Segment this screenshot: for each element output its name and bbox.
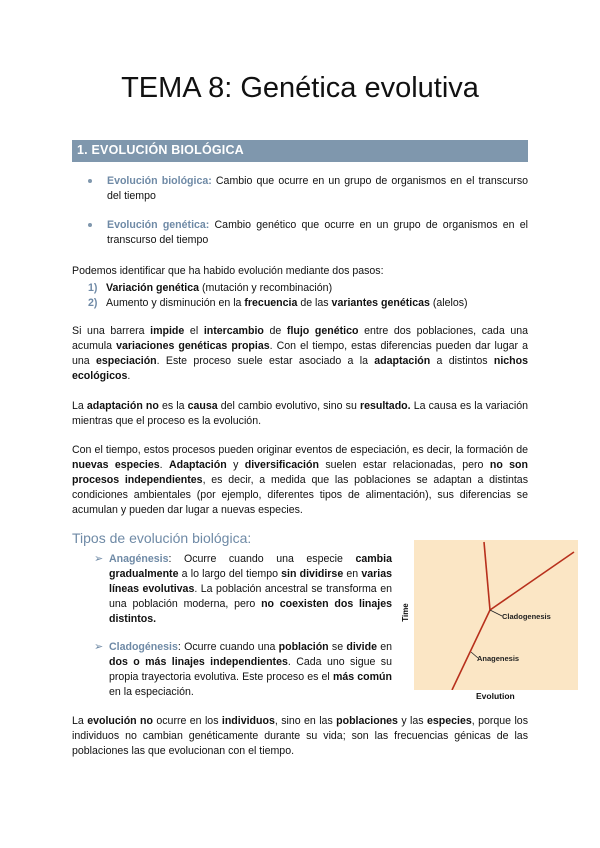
clado-pointer — [490, 610, 502, 616]
bullet-item — [88, 174, 528, 204]
subsection-title: Tipos de evolución biológica: — [72, 530, 252, 546]
paragraph-adaptation: La adaptación no es la causa del cambio evolutivo, sino su resultado. La causa es la variación mientras que el proceso es la evolución. — [72, 400, 528, 427]
evolution-diagram — [414, 540, 578, 690]
evolution-diagram-svg — [414, 540, 578, 690]
anagenesis-label: Anagenesis — [477, 654, 520, 663]
type-item-anagenesis: ➢ Anagénesis: Ocurre cuando una especie cambia gradualmente a lo largo del tiempo sin dividirse en varias líneas evolutivas. La población ancestral se transforma en una población moderna, pero no coexisten dos linajes distintos. — [94, 553, 392, 625]
type-item-cladogenesis: ➢ Cladogénesis: Ocurre cuando una población se divide en dos o más linajes independientes. Cada uno sigue su propia trayectoria evolutiva. Este proceso es el más común en la especiación. — [94, 641, 392, 698]
step-text: (mutación y recombinación) — [199, 282, 333, 294]
cladogenesis-branch-right — [490, 552, 574, 610]
step-item — [88, 296, 528, 311]
bullet-term: Evolución biológica: — [107, 175, 212, 187]
paragraph-populations: La evolución no ocurre en los individuos, sino en las poblaciones y las especies, porque los individuos no cambian genéticamente durante su vida; son las frecuencias génicas de las poblaciones las que evolucionan con el tiempo. — [72, 715, 528, 757]
section-title: 1. EVOLUCIÓN BIOLÓGICA — [77, 143, 244, 157]
step-number: 1) — [88, 282, 98, 294]
bullet-item — [88, 218, 528, 248]
time-axis-label: Time — [400, 603, 410, 622]
bullet-text: Cambio genético que ocurre en un grupo de organismos en el transcurso del tiempo — [107, 219, 528, 246]
section-header — [72, 140, 528, 162]
paragraph-speciation: Con el tiempo, estos procesos pueden originar eventos de especiación, es decir, la formación de nuevas especies. Adaptación y diversificación suelen estar relacionadas, pero no son procesos independientes, es decir, a medida que las poblaciones se adaptan a distintas condiciones ambientales (por ejemplo, diferentes tipos de alimentación), sus diferencias se acumulan y pueden dar lugar a nuevas especies. — [72, 444, 529, 516]
bullet-dot — [88, 223, 92, 227]
bullet-term: Evolución genética: — [107, 219, 210, 231]
step-bold: variantes genéticas — [331, 297, 430, 309]
step-bold: Variación genética — [106, 282, 200, 294]
step-text: (alelos) — [429, 297, 468, 309]
step-bold: frecuencia — [244, 297, 298, 309]
intro-text: Podemos identificar que ha habido evolución mediante dos pasos: — [72, 265, 384, 277]
step-item — [88, 281, 528, 296]
bullet-dot — [88, 179, 92, 183]
cladogenesis-label: Cladogenesis — [502, 612, 551, 621]
evolution-axis-label: Evolution — [476, 691, 515, 701]
page-title: TEMA 8: Genética evolutiva — [121, 72, 479, 104]
step-text: de las — [297, 297, 332, 309]
type-term: Anagénesis — [109, 553, 169, 565]
cladogenesis-branch-left — [484, 542, 490, 610]
bullet-text: Cambio que ocurre en un grupo de organismos en el transcurso del tiempo — [107, 175, 529, 202]
step-number: 2) — [88, 297, 98, 309]
arrow-bullet-icon: ➢ — [94, 641, 104, 653]
type-term: Cladogénesis — [109, 641, 178, 653]
paragraph-barrier: Si una barrera impide el intercambio de flujo genético entre dos poblaciones, cada una acumula variaciones genéticas propias. Con el tiempo, estas diferencias pueden dar lugar a una especiación. Este proceso suele estar asociado a la adaptación a distintos nichos ecológicos. — [72, 325, 529, 382]
step-text: Aumento y disminución en la — [106, 297, 245, 309]
arrow-bullet-icon: ➢ — [94, 553, 104, 565]
anagenesis-line — [452, 610, 490, 690]
